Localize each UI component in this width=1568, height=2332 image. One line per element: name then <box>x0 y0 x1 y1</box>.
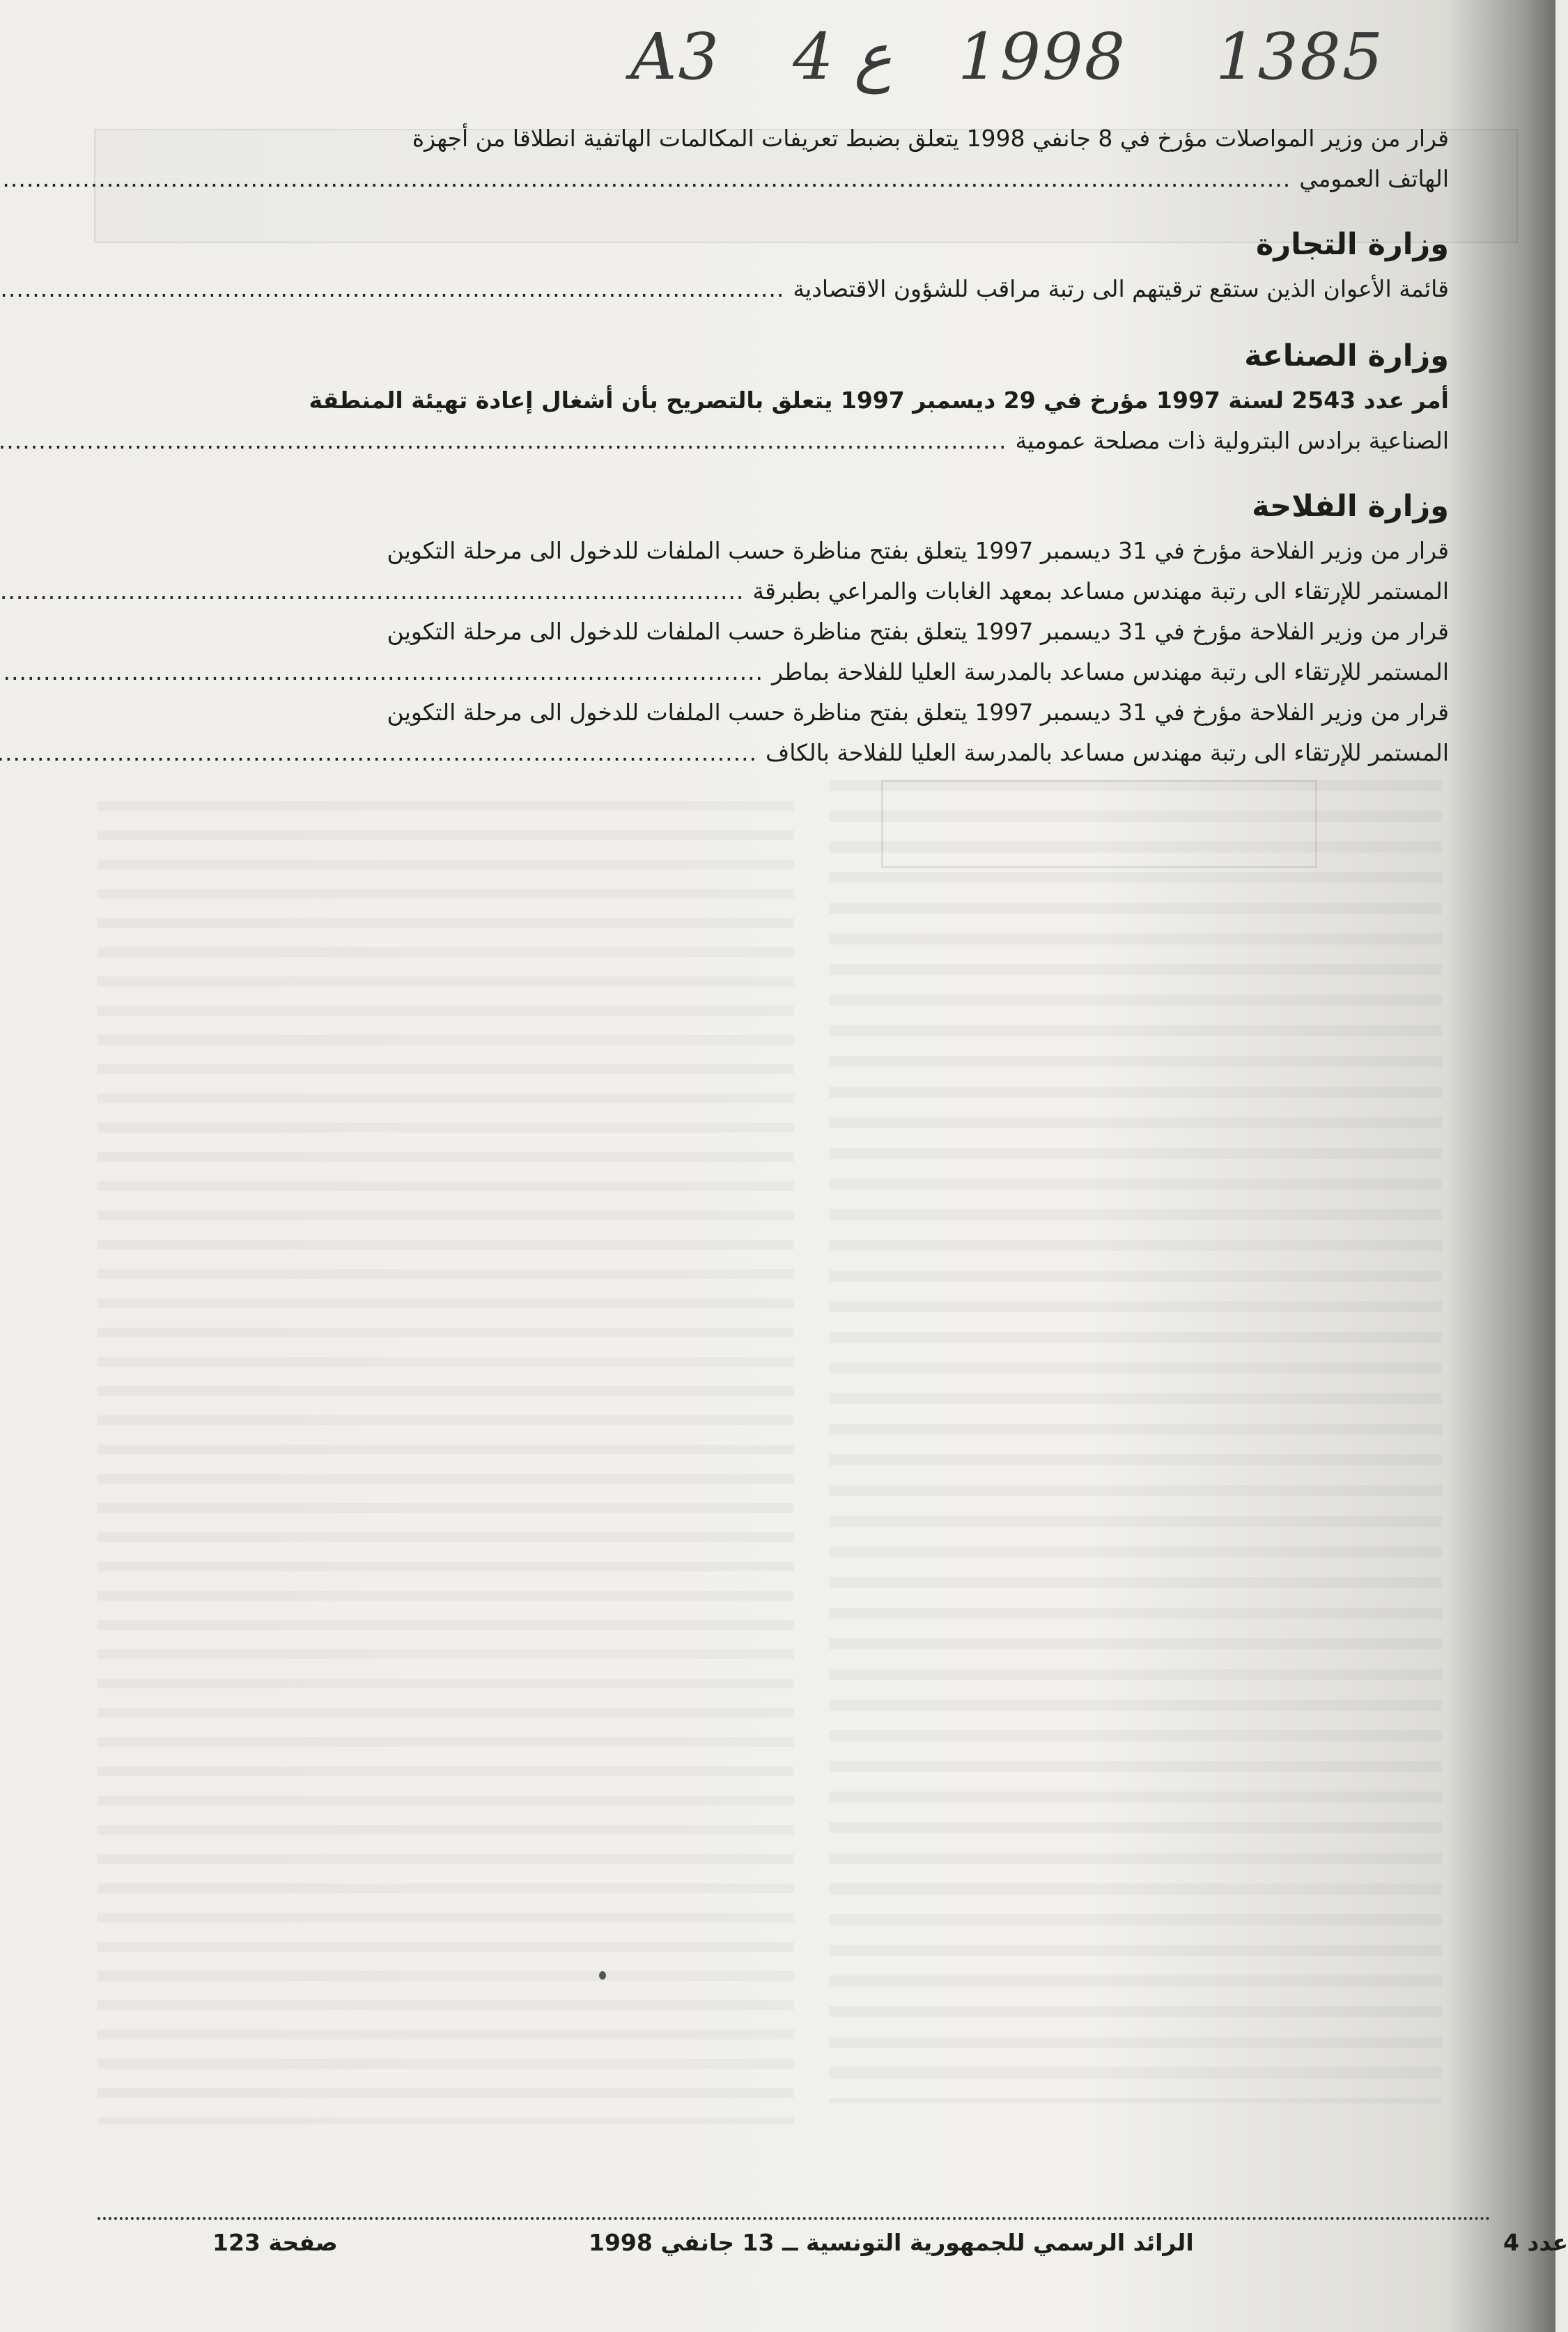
toc-entry-text: المستمر للإرتقاء الى رتبة مهندس مساعد بمعهد الغابات والمراعي بطبرقة <box>752 577 1449 605</box>
toc-entry-text: الهاتف العمومي <box>1299 165 1449 192</box>
toc-entry-line <box>195 269 1449 309</box>
handwritten-ref: A3 <box>630 20 720 94</box>
ink-speck <box>599 1971 606 1980</box>
toc-entry-text: قرار من وزير الفلاحة مؤرخ في 31 ديسمبر 1997 يتعلق بفتح مناظرة حسب الملفات للدخول الى مرحلة التكوين <box>387 618 1449 645</box>
toc-entry-commerce <box>195 269 1449 309</box>
handwritten-code: 4 ع <box>793 20 892 94</box>
section-heading-industry: وزارة الصناعة <box>1244 339 1449 373</box>
toc-entry-industry <box>195 380 1449 461</box>
dot-leader <box>0 421 1007 461</box>
handwritten-year: 1998 <box>958 20 1127 94</box>
toc-entry-line <box>195 421 1449 461</box>
toc-entry-text: المستمر للإرتقاء الى رتبة مهندس مساعد بالمدرسة العليا للفلاحة بالكاف <box>766 739 1449 766</box>
dot-leader <box>0 159 1291 199</box>
footer-issue: عدد 4 <box>1503 2229 1568 2256</box>
toc-entry-text: المستمر للإرتقاء الى رتبة مهندس مساعد بالمدرسة العليا للفلاحة بماطر <box>772 658 1449 685</box>
toc-entry-line <box>195 571 1449 612</box>
toc-entry-line <box>195 380 1449 421</box>
section-heading-agriculture: وزارة الفلاحة <box>1252 489 1449 524</box>
toc-entry-text: قرار من وزير الفلاحة مؤرخ في 31 ديسمبر 1997 يتعلق بفتح مناظرة حسب الملفات للدخول الى مرحلة التكوين <box>387 699 1449 726</box>
toc-entry-line <box>195 159 1449 199</box>
toc-entry-text: الصناعية برادس البترولية ذات مصلحة عمومية <box>1015 427 1449 454</box>
footer-journal-title: الرائد الرسمي للجمهورية التونسية ــ 13 جانفي 1998 <box>589 2229 1194 2256</box>
toc-entry-line <box>195 692 1449 733</box>
footer-page-label: صفحة 123 <box>212 2229 338 2256</box>
toc-entry-text: قائمة الأعوان الذين ستقع ترقيتهم الى رتبة مراقب للشؤون الاقتصادية <box>793 275 1449 302</box>
table-of-contents <box>195 118 1449 773</box>
toc-entry-text: قرار من وزير المواصلات مؤرخ في 8 جانفي 1998 يتعلق بضبط تعريفات المكالمات الهاتفية انطلاقا من أجهزة <box>412 125 1449 152</box>
toc-entry-agriculture-2 <box>195 612 1449 692</box>
toc-entry-text: قرار من وزير الفلاحة مؤرخ في 31 ديسمبر 1997 يتعلق بفتح مناظرة حسب الملفات للدخول الى مرحلة التكوين <box>387 537 1449 564</box>
toc-entry-agriculture-3 <box>195 692 1449 773</box>
dot-leader <box>0 571 744 612</box>
toc-entry-line <box>195 612 1449 652</box>
dot-leader <box>0 269 784 309</box>
toc-entry-communications <box>195 118 1449 199</box>
footer-rule <box>98 2217 1491 2220</box>
show-through-texture-left <box>98 801 794 2124</box>
dot-leader <box>0 733 757 773</box>
handwritten-number: 1385 <box>1216 20 1385 94</box>
toc-entry-line <box>195 733 1449 773</box>
show-through-box <box>881 780 1317 868</box>
toc-entry-text: أمر عدد 2543 لسنة 1997 مؤرخ في 29 ديسمبر 1997 يتعلق بالتصريح بأن أشغال إعادة تهيئة المنطقة <box>309 387 1449 414</box>
dot-leader <box>0 652 763 692</box>
section-heading-commerce: وزارة التجارة <box>1255 227 1449 262</box>
show-through-texture-right <box>829 780 1442 2104</box>
toc-entry-line <box>195 531 1449 571</box>
toc-entry-agriculture-1 <box>195 531 1449 612</box>
toc-entry-line <box>195 118 1449 159</box>
toc-entry-line <box>195 652 1449 692</box>
